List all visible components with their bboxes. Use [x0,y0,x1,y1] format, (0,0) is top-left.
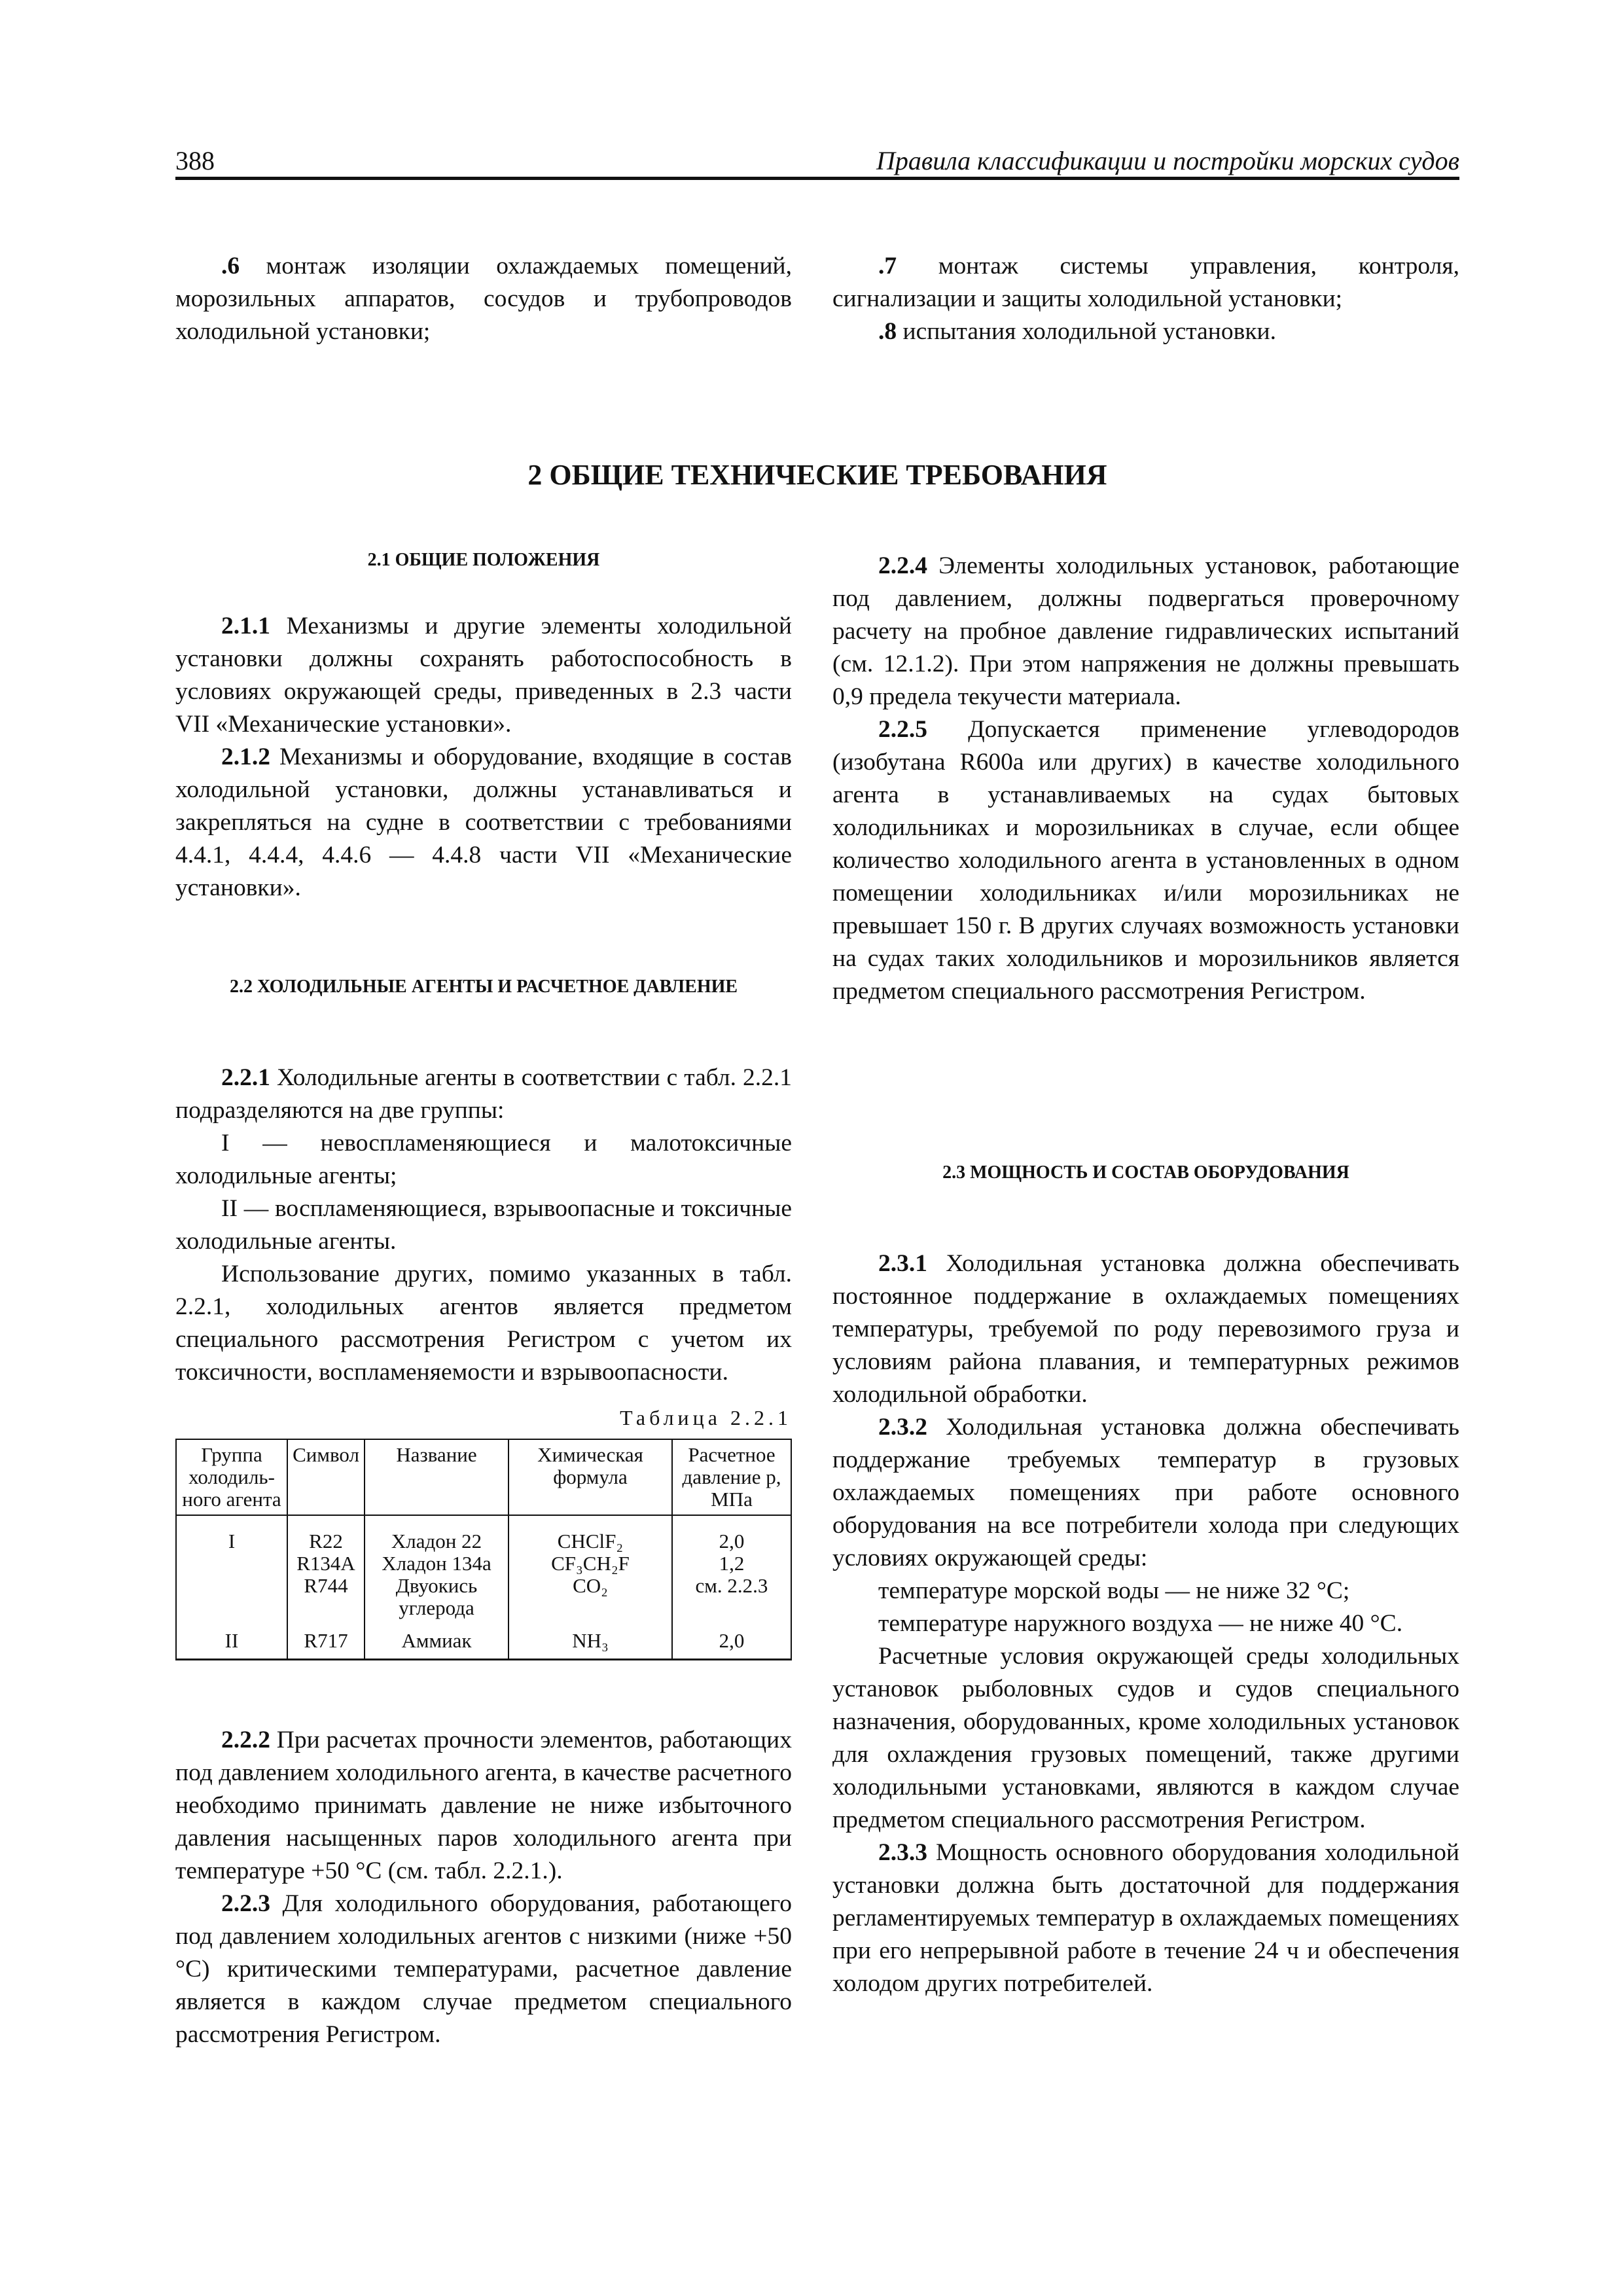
subsection-heading-2-3: 2.3 МОЩНОСТЬ И СОСТАВ ОБОРУДОВАНИЯ [942,1162,1349,1183]
cell-formulas [508,1515,672,1623]
clause-number: 2.3.3 [878,1839,927,1866]
symbol-r22: R22 [309,1530,343,1552]
clause-number: 2.3.1 [878,1250,927,1277]
name-r22: Хладон 22 [391,1530,482,1552]
name-r744: Двуокись углерода [395,1574,478,1619]
clause-text: Для холодильного оборудования, работающего под давлением холодильных агентов с низкими (ниже +50 °C) критическими температурами, расчетное давление является в каждом случае предметом специального рассмотрения Регистром. [175,1890,792,2048]
header-pressure: Расчетное давление p, МПа [672,1439,791,1515]
section-title: 2 ОБЩИЕ ТЕХНИЧЕСКИЕ ТРЕБОВАНИЯ [527,459,1107,491]
paragraph-2-2-1 [175,1062,792,1127]
table-header-row [176,1439,791,1515]
cell-names [365,1515,508,1623]
clause-text: При расчетах прочности элементов, работающих под давлением холодильного агента, в качестве расчетного необходимо принимать давление не ниже избыточного давления насыщенных паров холодильного агента при температуре +50 °C (см. табл. 2.2.1.). [175,1727,792,1884]
clause-number: 2.2.2 [221,1727,270,1753]
paragraph-2-3-1 [832,1247,1459,1411]
item-number: .8 [878,318,897,345]
symbol-r744: R744 [304,1574,348,1597]
cell-group: II [176,1623,287,1660]
clause-number: 2.3.2 [878,1414,927,1441]
paragraph-2-2-4 [832,550,1459,713]
cell-symbols [287,1515,365,1623]
paragraph-2-3-2 [832,1411,1459,1575]
list-item-6 [175,250,792,348]
clause-text: Холодильные агенты в соответствии с табл. 2.2.1 подразделяются на две группы: [175,1064,792,1124]
formula-r134a: CF₃CH₂F [551,1552,630,1575]
condition-outside-air: температуре наружного воздуха — не ниже 40 °C. [878,1610,1403,1637]
clause-text: Элементы холодильных установок, работающие под давлением, должны подвергаться проверочному расчету на пробное давление гидравлических испытаний (см. 12.1.2). При этом напряжения не должны превышать 0,9 предела текучести материала. [832,552,1459,710]
cell-name: Аммиак [365,1623,508,1660]
refrigerant-table [175,1439,792,1660]
cell-symbol: R717 [287,1623,365,1660]
right-column-2-2 [832,550,1459,1008]
usage-paragraph: Использование других, помимо указанных в табл. 2.2.1, холодильных агентов является предметом специального рассмотрения Регистром с учетом их токсичности, воспламеняемости и взрывоопасности. [175,1261,792,1386]
clause-number: 2.2.5 [878,716,927,743]
clause-text: Допускается применение углеводородов (изобутана R600a или других) в качестве холодильного агента в устанавливаемых на судах бытовых холодильниках и морозильниках в случае, если общее количество холодильного агента в установленных в одном помещении холодильниках и/или морозильниках не превышает 150 г. В других случаях возможность установки на судах таких холодильников и морозильников является предметом специального рассмотрения Регистром. [832,716,1459,1005]
clause-number: 2.1.2 [221,744,270,770]
item-text: монтаж изоляции охлаждаемых помещений, морозильных аппаратов, сосудов и трубопроводов холодильной установки; [175,253,792,345]
cell-pressure: 2,0 [672,1623,791,1660]
formula-r744: CO₂ [573,1574,608,1597]
subsection-heading-2-1: 2.1 ОБЩИЕ ПОЛОЖЕНИЯ [367,550,600,570]
table-caption: Таблица 2.2.1 [620,1406,792,1429]
subsection-2-2-continued [175,1724,792,2051]
clause-number: 2.2.3 [221,1890,270,1917]
item-number: .7 [878,253,897,279]
condition-sea-water: температуре морской воды — не ниже 32 °C; [878,1577,1350,1604]
clause-text: Механизмы и другие элементы холодильной установки должны сохранять работоспособность в условиях окружающей среды, приведенных в 2.3 части VII «Механические установки». [175,613,792,738]
cell-formula: NH₃ [508,1623,672,1660]
header-formula: Химическая формула [508,1439,672,1515]
clause-text: Механизмы и оборудование, входящие в состав холодильной установки, должны устанавливаться и закрепляться на судне в соответствии с требованиями 4.4.1, 4.4.4, 4.4.6 — 4.4.8 части VII «Механические установки». [175,744,792,901]
clause-text: Мощность основного оборудования холодильной установки должна быть достаточной для поддержания регламентируемых температур в охлаждаемых помещениях при его непрерывной работе в течение 24 ч и обеспечения холодом других потребителей. [832,1839,1459,1997]
item-number: .6 [221,253,240,279]
item-text: монтаж системы управления, контроля, сигнализации и защиты холодильной установки; [832,253,1459,312]
header-name: Название [365,1439,508,1515]
paragraph-2-1-1 [175,610,792,741]
paragraph-2-3-3 [832,1837,1459,2000]
clause-number: 2.1.1 [221,613,270,639]
symbol-r134a: R134A [296,1552,355,1575]
paragraph-2-2-3 [175,1888,792,2051]
cell-group: I [176,1515,287,1623]
item-text: испытания холодильной установки. [897,318,1276,345]
running-title: Правила классификации и постройки морских судов [876,146,1459,175]
group-1-description: I — невоспламеняющиеся и малотоксичные холодильные агенты; [175,1130,792,1189]
group-2-description: II — воспламеняющиеся, взрывоопасные и токсичные холодильные агенты. [175,1195,792,1255]
header-rule [175,177,1459,180]
pressure-r134a: 1,2 [719,1552,745,1575]
calculation-conditions: Расчетные условия окружающей среды холодильных установок рыболовных судов и судов специального назначения, оборудованных, кроме холодильных установок для охлаждения грузовых помещений, также другими холодильными установками, являются в каждом случае предметом специального рассмотрения Регистром. [832,1643,1459,1833]
formula-r22: CHClF₂ [557,1530,624,1552]
subsection-2-1-body [175,610,792,905]
cell-pressures [672,1515,791,1623]
clause-number: 2.2.4 [878,552,927,579]
clause-text: Холодильная установка должна обеспечивать поддержание требуемых температур в грузовых охлаждаемых помещениях при работе основного оборудования на все потребители холода при следующих условиях окружающей среды: [832,1414,1459,1571]
subsection-heading-2-2: 2.2 ХОЛОДИЛЬНЫЕ АГЕНТЫ И РАСЧЕТНОЕ ДАВЛЕНИЕ [229,977,738,997]
page-number: 388 [175,146,215,175]
clause-number: 2.2.1 [221,1064,270,1091]
table-row [176,1623,791,1660]
header-group: Группа холодиль-ного агента [176,1439,287,1515]
pressure-r22: 2,0 [719,1530,745,1552]
list-items-7-8 [832,250,1459,348]
table-row [176,1515,791,1623]
subsection-2-3-body [832,1247,1459,2000]
subsection-2-2-body [175,1062,792,1389]
header-symbol: Символ [287,1439,365,1515]
clause-text: Холодильная установка должна обеспечивать постоянное поддержание в охлаждаемых помещениях температуры, требуемой по роду перевозимого груза и условиям района плавания, и температурных режимов холодильной обработки. [832,1250,1459,1408]
pressure-r744: см. 2.2.3 [695,1574,768,1597]
paragraph-2-1-2 [175,741,792,905]
paragraph-2-2-2 [175,1724,792,1888]
paragraph-2-2-5 [832,713,1459,1008]
name-r134a: Хладон 134а [382,1552,491,1575]
